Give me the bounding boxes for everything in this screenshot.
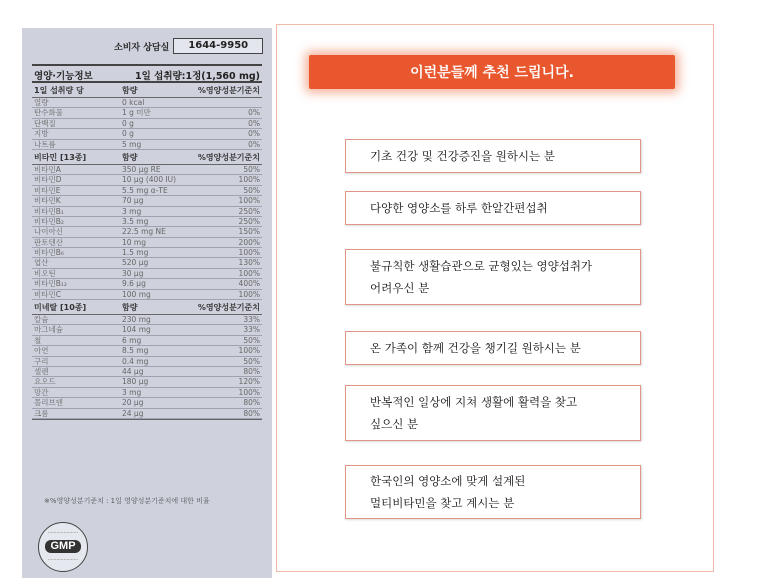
recommend-item-line: 한국인의 영양소에 맞게 설계된 bbox=[370, 474, 526, 488]
recommend-item-line: 불규칙한 생활습관으로 균형있는 영양섭취가 bbox=[370, 259, 593, 273]
nutrient-amount: 6 mg bbox=[122, 335, 142, 345]
recommend-item bbox=[345, 191, 641, 225]
nutrient-percent: 400% bbox=[238, 279, 260, 289]
nutrient-percent: 100% bbox=[238, 268, 260, 278]
nutrient-percent: 100% bbox=[238, 387, 260, 397]
nutrient-name: 비타민B₂ bbox=[34, 216, 64, 226]
nutrient-name: 비타민D bbox=[34, 175, 62, 185]
nutrient-percent: 130% bbox=[238, 258, 260, 268]
nutrient-name: 셀렌 bbox=[34, 366, 49, 376]
nutrient-name: 비타민E bbox=[34, 185, 61, 195]
nutrient-row bbox=[32, 196, 262, 206]
nutrition-table-header bbox=[32, 66, 262, 83]
footnote: ※%영양성분기준치 : 1일 영양성분기준치에 대한 비율 bbox=[44, 497, 210, 505]
nutrient-amount: 5.5 mg α-TE bbox=[122, 185, 168, 195]
nutrient-name: 철 bbox=[34, 335, 42, 345]
nutrient-name: 마그네슘 bbox=[34, 325, 63, 335]
nutrient-row bbox=[32, 238, 262, 248]
section-header bbox=[32, 83, 262, 98]
nutrient-percent bbox=[188, 98, 260, 107]
recommend-item-line: 멀티비타민을 찾고 계시는 분 bbox=[370, 496, 515, 510]
nutrient-percent: 80% bbox=[243, 408, 260, 418]
nutrient-name: 칼슘 bbox=[34, 315, 49, 325]
nutrient-row bbox=[32, 119, 262, 129]
consult-number: 1644-9950 bbox=[173, 38, 263, 54]
nutrient-name: 엽산 bbox=[34, 258, 49, 268]
nutrient-row bbox=[32, 388, 262, 398]
nutrient-name: 탄수화물 bbox=[34, 108, 63, 118]
nutrient-percent: 0% bbox=[248, 118, 260, 128]
recommend-item bbox=[345, 385, 641, 441]
nutrient-amount: 3.5 mg bbox=[122, 216, 149, 226]
nutrient-percent: 100% bbox=[238, 196, 260, 206]
nutrient-percent: 0% bbox=[248, 108, 260, 118]
nutrient-name: 열량 bbox=[34, 98, 49, 107]
nutrient-name: 나이아신 bbox=[34, 227, 63, 237]
nutrient-percent: 50% bbox=[243, 164, 260, 174]
nutrient-percent: 250% bbox=[238, 216, 260, 226]
nutrient-row bbox=[32, 325, 262, 335]
nutrient-amount: 22.5 mg NE bbox=[122, 227, 166, 237]
nutrient-row bbox=[32, 186, 262, 196]
nutrient-percent: 0% bbox=[248, 129, 260, 139]
section-header-cell: 비타민 [13종] bbox=[34, 152, 87, 162]
recommend-item bbox=[345, 249, 641, 305]
nutrient-percent: 50% bbox=[243, 185, 260, 195]
recommend-item bbox=[345, 331, 641, 365]
nutrient-name: 비타민B₁ bbox=[34, 206, 64, 216]
consult-label: 소비자 상담실 bbox=[114, 42, 170, 53]
recommend-item-line: 반복적인 일상에 지쳐 생활에 활력을 찾고 bbox=[370, 395, 578, 409]
nutrient-row bbox=[32, 409, 262, 419]
nutrient-amount: 24 μg bbox=[122, 408, 144, 418]
nutrient-amount: 30 μg bbox=[122, 268, 144, 278]
nutrient-row bbox=[32, 129, 262, 139]
nutrient-amount: 10 mg bbox=[122, 237, 146, 247]
nutrient-percent: 100% bbox=[238, 175, 260, 185]
nutrient-percent: 0% bbox=[248, 139, 260, 149]
nutrient-percent: 80% bbox=[243, 398, 260, 408]
nutrient-name: 구리 bbox=[34, 356, 49, 366]
recommend-item bbox=[345, 139, 641, 173]
nutrition-sections bbox=[32, 83, 262, 419]
section-header-cell: 1일 섭취량 당 bbox=[34, 86, 84, 95]
nutrient-row bbox=[32, 98, 262, 108]
nutrient-name: 크롬 bbox=[34, 408, 49, 418]
nutrient-percent: 150% bbox=[238, 227, 260, 237]
nutrient-row bbox=[32, 398, 262, 408]
recommend-item-line: 온 가족이 함께 건강을 챙기길 원하시는 분 bbox=[370, 341, 581, 355]
nutrient-amount: 0 g bbox=[122, 118, 134, 128]
nutrient-amount: 0.4 mg bbox=[122, 356, 149, 366]
nutrient-amount: 10 μg (400 IU) bbox=[122, 175, 177, 185]
nutrient-percent: 33% bbox=[243, 315, 260, 325]
nutrient-percent: 100% bbox=[238, 346, 260, 356]
nutrient-row bbox=[32, 367, 262, 377]
nutrient-amount: 5 mg bbox=[122, 139, 142, 149]
nutrient-row bbox=[32, 279, 262, 289]
nutrient-row bbox=[32, 258, 262, 268]
nutrition-title: 영양·기능정보 bbox=[34, 71, 93, 82]
consumer-hotline bbox=[114, 38, 263, 54]
section-header-cell: 미네랄 [10종] bbox=[34, 303, 87, 313]
nutrient-percent: 33% bbox=[243, 325, 260, 335]
nutrient-name: 지방 bbox=[34, 129, 49, 139]
nutrient-name: 아연 bbox=[34, 346, 49, 356]
nutrient-amount: 180 μg bbox=[122, 377, 149, 387]
nutrient-amount: 100 mg bbox=[122, 289, 151, 299]
nutrient-amount: 350 μg RE bbox=[122, 164, 161, 174]
nutrient-row bbox=[32, 227, 262, 237]
nutrient-name: 몰리브덴 bbox=[34, 398, 63, 408]
nutrient-percent: 100% bbox=[238, 248, 260, 258]
nutrient-name: 비타민C bbox=[34, 289, 61, 299]
nutrition-label-panel bbox=[22, 28, 272, 578]
section-header-cell: 함량 bbox=[122, 152, 138, 162]
nutrient-row bbox=[32, 336, 262, 346]
nutrient-amount: 8.5 mg bbox=[122, 346, 149, 356]
section-header-cell: 함량 bbox=[122, 86, 138, 95]
section-header-cell: %영양성분기준치 bbox=[197, 152, 260, 162]
nutrient-row bbox=[32, 315, 262, 325]
nutrient-row bbox=[32, 217, 262, 227]
nutrient-row bbox=[32, 207, 262, 217]
nutrient-row bbox=[32, 290, 262, 300]
nutrient-name: 비타민B₆ bbox=[34, 248, 64, 258]
nutrient-amount: 1 g 미만 bbox=[122, 108, 151, 118]
recommend-item bbox=[345, 465, 641, 519]
nutrient-percent: 50% bbox=[243, 356, 260, 366]
nutrient-percent: 50% bbox=[243, 335, 260, 345]
nutrition-table bbox=[32, 64, 262, 420]
nutrient-amount: 1.5 mg bbox=[122, 248, 149, 258]
recommendation-banner: 이런분들께 추천 드립니다. bbox=[309, 55, 675, 89]
nutrient-amount: 520 μg bbox=[122, 258, 149, 268]
recommend-item-line: 싶으신 분 bbox=[370, 417, 419, 431]
nutrient-row bbox=[32, 165, 262, 175]
nutrient-row bbox=[32, 269, 262, 279]
section-header-cell: %영양성분기준치 bbox=[197, 86, 260, 95]
nutrient-row bbox=[32, 175, 262, 185]
nutrient-amount: 3 mg bbox=[122, 206, 142, 216]
nutrient-percent: 250% bbox=[238, 206, 260, 216]
nutrient-name: 단백질 bbox=[34, 118, 56, 128]
section-header bbox=[32, 150, 262, 165]
nutrient-percent: 200% bbox=[238, 237, 260, 247]
gmp-logo-text: GMP bbox=[45, 540, 81, 553]
nutrient-amount: 44 μg bbox=[122, 366, 144, 376]
nutrient-name: 요오드 bbox=[34, 377, 56, 387]
nutrient-row bbox=[32, 346, 262, 356]
nutrient-name: 비타민A bbox=[34, 164, 61, 174]
nutrient-amount: 230 mg bbox=[122, 315, 151, 325]
nutrient-row bbox=[32, 140, 262, 150]
nutrient-amount: 20 μg bbox=[122, 398, 144, 408]
nutrient-name: 망간 bbox=[34, 387, 49, 397]
recommendation-panel bbox=[276, 24, 714, 572]
nutrient-amount: 3 mg bbox=[122, 387, 142, 397]
nutrient-name: 비타민K bbox=[34, 196, 61, 206]
nutrient-percent: 120% bbox=[238, 377, 260, 387]
nutrient-row bbox=[32, 108, 262, 118]
nutrient-amount: 0 g bbox=[122, 129, 134, 139]
nutrient-row bbox=[32, 357, 262, 367]
serving-size: 1일 섭취량:1정(1,560 mg) bbox=[135, 71, 260, 82]
nutrient-percent: 80% bbox=[243, 366, 260, 376]
nutrient-percent: 100% bbox=[238, 289, 260, 299]
nutrient-amount: 9.6 μg bbox=[122, 279, 146, 289]
nutrient-amount: 70 μg bbox=[122, 196, 144, 206]
nutrient-name: 비타민B₁₂ bbox=[34, 279, 67, 289]
section-header-cell: 함량 bbox=[122, 303, 138, 313]
recommend-item-line: 어려우신 분 bbox=[370, 281, 430, 295]
nutrient-row bbox=[32, 248, 262, 258]
nutrient-amount: 104 mg bbox=[122, 325, 151, 335]
nutrient-amount: 0 kcal bbox=[122, 98, 145, 107]
recommend-item-line: 다양한 영양소를 하루 한알간편섭취 bbox=[370, 201, 548, 215]
section-header bbox=[32, 300, 262, 315]
section-header-cell: %영양성분기준치 bbox=[197, 303, 260, 313]
nutrient-row bbox=[32, 377, 262, 387]
recommend-item-line: 기초 건강 및 건강증진을 원하시는 분 bbox=[370, 149, 555, 163]
nutrient-name: 나트륨 bbox=[34, 139, 56, 149]
nutrient-name: 판토텐산 bbox=[34, 237, 63, 247]
gmp-seal: ····················· GMP ····················· bbox=[38, 522, 88, 572]
nutrient-name: 비오틴 bbox=[34, 268, 56, 278]
